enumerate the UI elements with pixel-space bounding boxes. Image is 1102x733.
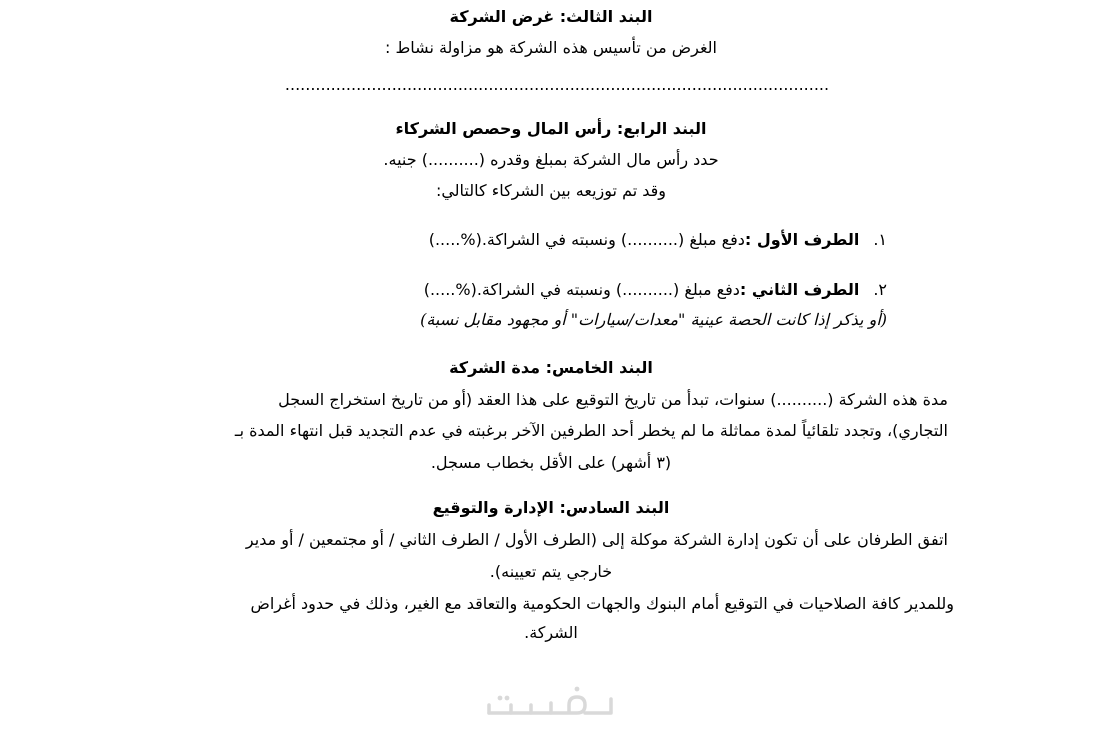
clause6-line3: وللمدير كافة الصلاحيات في التوقيع أمام البنوك والجهات الحكومية والتعاقد مع الغير، وذلك في حدود أغراض (250, 594, 954, 613)
list-item (429, 229, 887, 251)
clause5-line1: مدة هذه الشركة (..........) سنوات، تبدأ من تاريخ التوقيع على هذا العقد (أو من تاريخ استخراج السجل (278, 390, 948, 409)
clause6-line1: اتفق الطرفان على أن تكون إدارة الشركة موكلة إلى (الطرف الأول / الطرف الثاني / أو مجتمعين / أو مدير (245, 530, 948, 549)
khamsat-watermark-logo (485, 683, 615, 723)
clause5-heading: البند الخامس: مدة الشركة (449, 358, 653, 377)
clause4-line1: حدد رأس مال الشركة بمبلغ وقدره (..........) جنيه. (383, 150, 719, 169)
clause3-heading: البند الثالث: غرض الشركة (449, 7, 653, 26)
watermark-logo-mark (485, 683, 615, 723)
party-label: الطرف الأول : (744, 230, 860, 249)
clause5-line2: التجاري)، وتجدد تلقائياً لمدة مماثلة ما لم يخطر أحد الطرفين الآخر برغبته في عدم التجديد قبل انتهاء المدة بـ (234, 421, 948, 440)
list-item-number: ٢. (873, 280, 887, 299)
clause5-line3: (٣ أشهر) على الأقل بخطاب مسجل. (430, 453, 672, 472)
dotted-fill-line: ........................................................................................................... (284, 75, 830, 94)
clause6-heading: البند السادس: الإدارة والتوقيع (432, 498, 670, 517)
clause4-heading: البند الرابع: رأس المال وحصص الشركاء (395, 119, 707, 138)
list-item-number: ١. (873, 230, 887, 249)
party-text: دفع مبلغ (..........) ونسبته في الشراكة.(%.....) (428, 230, 745, 249)
party-label: الطرف الثاني : (739, 280, 860, 299)
party-text: دفع مبلغ (..........) ونسبته في الشراكة.(%.....) (423, 280, 740, 299)
clause4-line2: وقد تم توزيعه بين الشركاء كالتالي: (435, 181, 667, 200)
clause6-line4: الشركة. (524, 623, 578, 642)
clause3-text: الغرض من تأسيس هذه الشركة هو مزاولة نشاط : (385, 38, 717, 57)
share-note: (أو يذكر إذا كانت الحصة عينية "معدات/سيارات" أو مجهود مقابل نسبة) (420, 310, 887, 329)
list-item (424, 279, 887, 301)
clause6-line2: خارجي يتم تعيينه). (489, 562, 613, 581)
